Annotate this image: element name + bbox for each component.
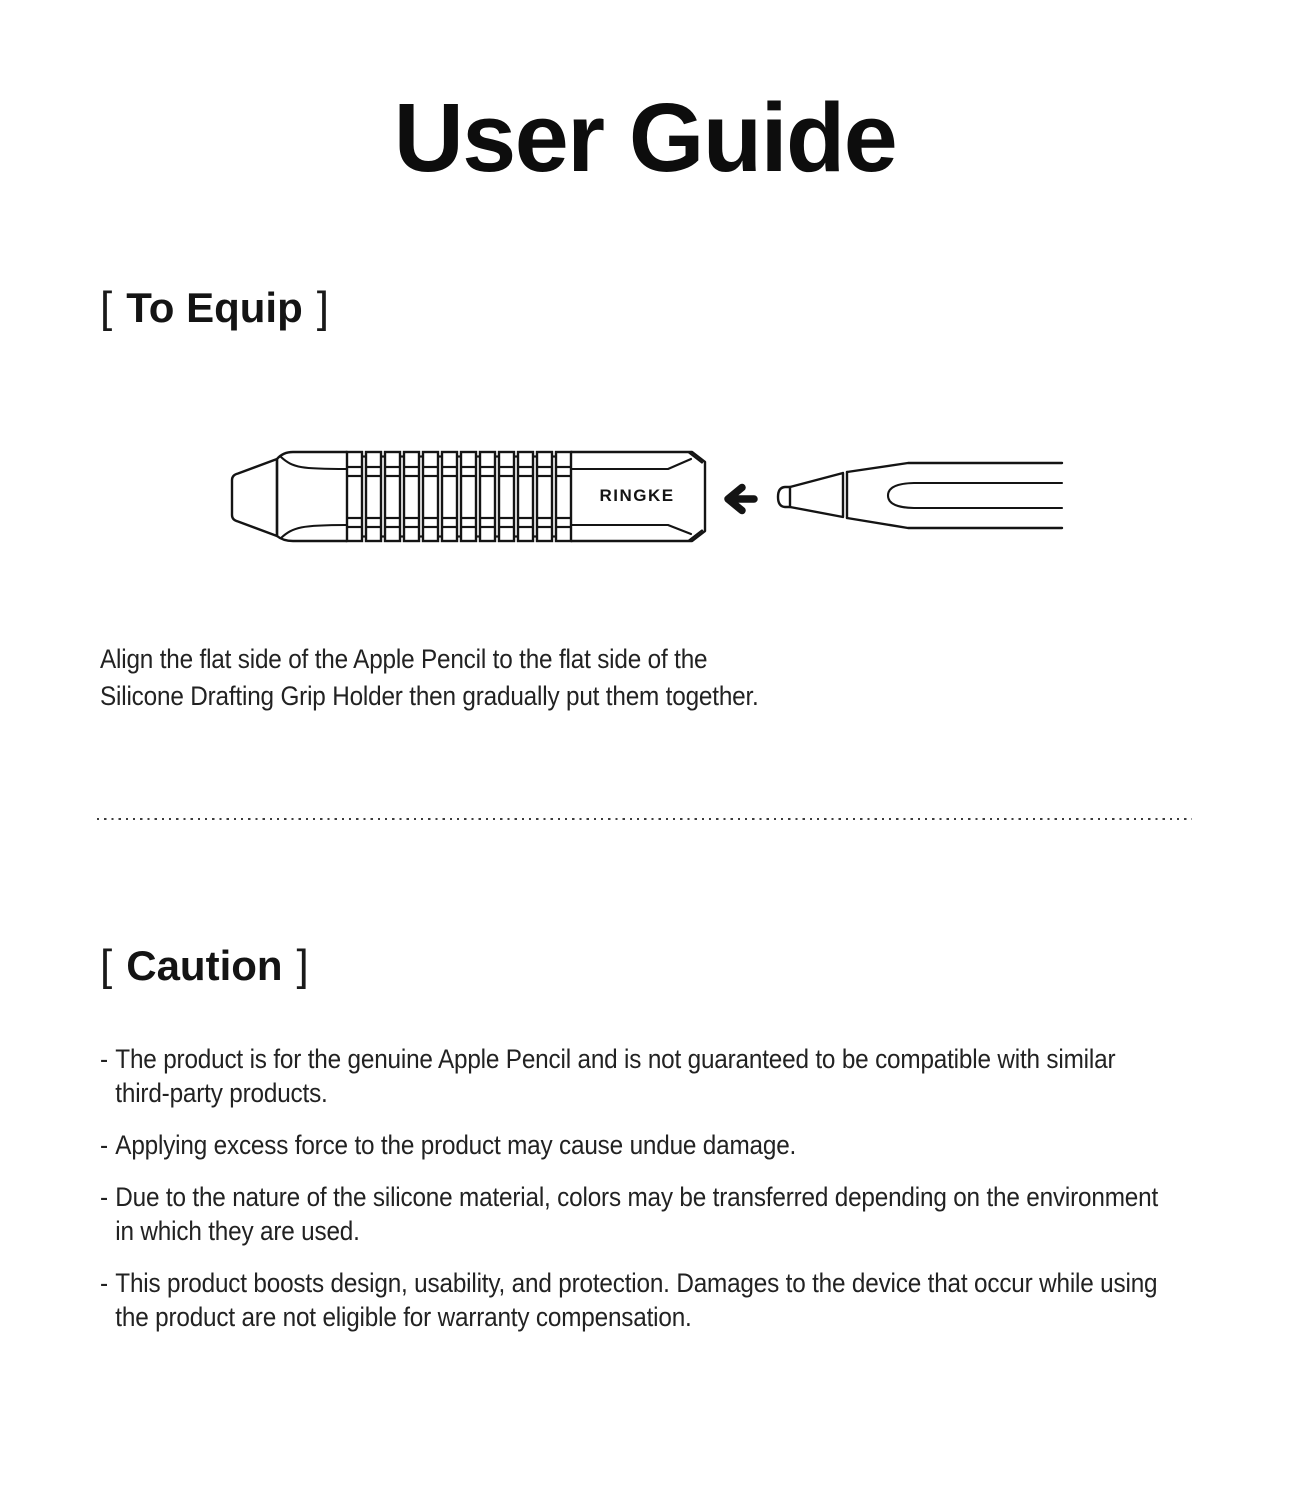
caution-item <box>100 1042 1162 1110</box>
caution-line: third-party products. <box>115 1078 328 1108</box>
section-label-to-equip: To Equip <box>126 284 303 331</box>
grip-ribs <box>347 452 571 541</box>
section-heading-caution <box>100 940 309 993</box>
section-heading-to-equip <box>100 282 329 335</box>
pencil-flat-side <box>888 483 1062 508</box>
description-line: Silicone Drafting Grip Holder then gradually put them together. <box>100 681 759 711</box>
caution-item-dash: - <box>100 1130 108 1160</box>
grip-tip <box>232 459 277 536</box>
caution-line: the product are not eligible for warranty compensation. <box>115 1302 692 1332</box>
ringke-label: RINGKE <box>599 486 675 505</box>
caution-item <box>100 1180 1162 1248</box>
caution-line: in which they are used. <box>115 1216 360 1246</box>
arrow-left-icon <box>728 488 754 511</box>
bracket-close: ] <box>296 941 309 990</box>
caution-line: Applying excess force to the product may cause undue damage. <box>115 1130 797 1160</box>
grip-collar-outline <box>277 452 347 541</box>
page-title: User Guide <box>393 83 897 192</box>
caution-item-dash: - <box>100 1268 108 1298</box>
bracket-open: [ <box>100 941 113 990</box>
caution-line: The product is for the genuine Apple Pencil and is not guaranteed to be compatible with similar <box>115 1044 1116 1074</box>
dotted-divider <box>97 818 1192 820</box>
pencil-cone <box>790 472 847 518</box>
caution-line: Due to the nature of the silicone material, colors may be transferred depending on the environment <box>115 1182 1159 1212</box>
grip-holder-illustration <box>232 452 705 541</box>
caution-item <box>100 1128 1162 1162</box>
equip-diagram <box>0 440 1290 575</box>
description-line: Align the flat side of the Apple Pencil to the flat side of the <box>100 644 708 674</box>
section-label-caution: Caution <box>126 942 283 989</box>
pencil-nib <box>778 487 790 507</box>
caution-item-dash: - <box>100 1044 108 1074</box>
caution-item <box>100 1266 1162 1334</box>
caution-item-dash: - <box>100 1182 108 1212</box>
bracket-close: ] <box>316 283 329 332</box>
bracket-open: [ <box>100 283 113 332</box>
caution-list <box>100 1042 1280 1352</box>
grip-collar-facets <box>281 457 347 538</box>
apple-pencil-illustration <box>778 463 1062 528</box>
equip-description <box>100 641 759 715</box>
pencil-body <box>847 463 1062 528</box>
caution-line: This product boosts design, usability, and protection. Damages to the device that occur while using <box>115 1268 1158 1298</box>
